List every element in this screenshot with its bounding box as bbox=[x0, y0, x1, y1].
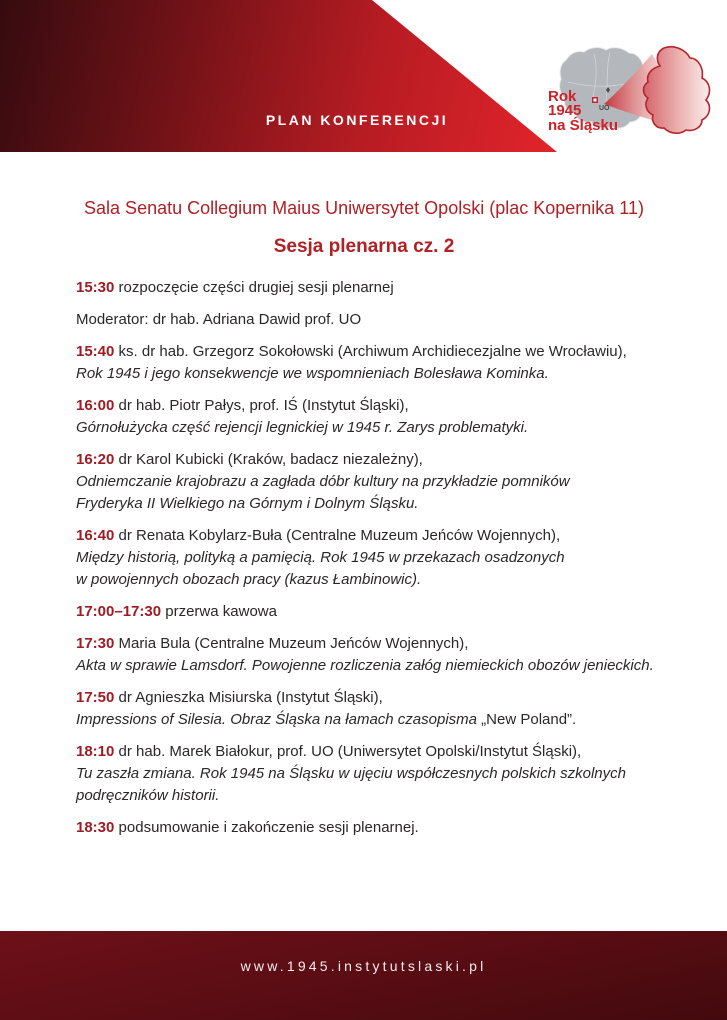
logo-text-line3: na Śląsku bbox=[548, 117, 619, 134]
entry-paper-title-line: podręczników historii. bbox=[76, 787, 220, 804]
entry-description: rozpoczęcie części drugiej sesji plenarnej bbox=[118, 279, 394, 296]
schedule-entry bbox=[76, 309, 652, 331]
entry-time: 16:20 bbox=[76, 451, 115, 468]
entry-description: dr hab. Piotr Pałys, prof. IŚ (Instytut Śląski), bbox=[118, 397, 409, 414]
entry-paper-title-suffix: „New Poland”. bbox=[481, 711, 577, 728]
schedule-entry bbox=[76, 817, 652, 839]
entry-time: 15:40 bbox=[76, 343, 115, 360]
header-banner bbox=[0, 0, 727, 152]
entry-description: przerwa kawowa bbox=[165, 603, 277, 620]
schedule-entry bbox=[76, 341, 652, 385]
entry-time: 18:30 bbox=[76, 819, 115, 836]
entry-description: dr hab. Marek Białokur, prof. UO (Uniwersytet Opolski/Instytut Śląski), bbox=[118, 743, 582, 760]
schedule-entry bbox=[76, 741, 652, 807]
entry-time: 15:30 bbox=[76, 279, 115, 296]
entry-paper-title-line: Między historią, polityką a pamięcią. Rok 1945 w przekazach osadzonych bbox=[76, 549, 565, 566]
entry-description: podsumowanie i zakończenie sesji plenarnej. bbox=[118, 819, 419, 836]
schedule-entry bbox=[76, 601, 652, 623]
website-url: www.1945.instytutslaski.pl bbox=[240, 958, 487, 974]
entry-time: 17:50 bbox=[76, 689, 115, 706]
entry-description: dr Karol Kubicki (Kraków, badacz niezależny), bbox=[118, 451, 423, 468]
schedule-entry bbox=[76, 449, 652, 515]
entry-time: 17:00–17:30 bbox=[76, 603, 162, 620]
schedule-entry bbox=[76, 633, 652, 677]
footer-band bbox=[0, 931, 727, 1020]
entry-description: dr Renata Kobylarz-Buła (Centralne Muzeum Jeńców Wojennych), bbox=[118, 527, 561, 544]
entry-paper-title-line: Impressions of Silesia. Obraz Śląska na łamach czasopisma bbox=[76, 711, 482, 728]
entry-time: 16:00 bbox=[76, 397, 115, 414]
schedule-entry bbox=[76, 395, 652, 439]
entry-time: 16:40 bbox=[76, 527, 115, 544]
schedule-entry bbox=[76, 525, 652, 591]
venue-title: Sala Senatu Collegium Maius Uniwersytet Opolski (plac Kopernika 11) bbox=[84, 198, 644, 218]
plan-title: PLAN KONFERENCJI bbox=[265, 112, 449, 128]
schedule-entry bbox=[76, 687, 652, 731]
entry-paper-title-line: Akta w sprawie Lamsdorf. Powojenne rozliczenia załóg niemieckich obozów jenieckich. bbox=[76, 657, 654, 674]
entry-paper-title-line: w powojennych obozach pracy (kazus Łambinowic). bbox=[76, 571, 422, 588]
entry-time: 18:10 bbox=[76, 743, 115, 760]
entry-paper-title-line: Rok 1945 i jego konsekwencje we wspomnieniach Bolesława Kominka. bbox=[76, 365, 549, 382]
entry-paper-title-line: Tu zaszła zmiana. Rok 1945 na Śląsku w ujęciu współczesnych polskich szkolnych bbox=[76, 765, 626, 782]
logo-text-line1: Rok bbox=[548, 88, 577, 105]
session-title: Sesja plenarna cz. 2 bbox=[273, 236, 455, 257]
schedule-list bbox=[76, 277, 652, 839]
institute-mark-inner bbox=[594, 99, 597, 102]
entry-description: Moderator: dr hab. Adriana Dawid prof. UO bbox=[76, 311, 362, 328]
schedule-entry bbox=[76, 277, 652, 299]
schedule-content bbox=[76, 152, 652, 849]
uo-mark: UO bbox=[599, 105, 610, 112]
entry-description: Maria Bula (Centralne Muzeum Jeńców Wojennych), bbox=[118, 635, 469, 652]
entry-paper-title-line: Fryderyka II Wielkiego na Górnym i Dolnym Śląsku. bbox=[76, 495, 419, 512]
entry-description: dr Agnieszka Misiurska (Instytut Śląski), bbox=[118, 689, 383, 706]
entry-description: ks. dr hab. Grzegorz Sokołowski (Archiwum Archidiecezjalne we Wrocławiu), bbox=[118, 343, 627, 360]
entry-time: 17:30 bbox=[76, 635, 115, 652]
entry-paper-title-line: Górnołużycka część rejencji legnickiej w 1945 r. Zarys problematyki. bbox=[76, 419, 529, 436]
entry-paper-title-line: Odniemczanie krajobrazu a zagłada dóbr kultury na przykładzie pomników bbox=[76, 473, 570, 490]
logo-text-line2: 1945 bbox=[548, 102, 582, 119]
conference-logo bbox=[546, 42, 716, 144]
